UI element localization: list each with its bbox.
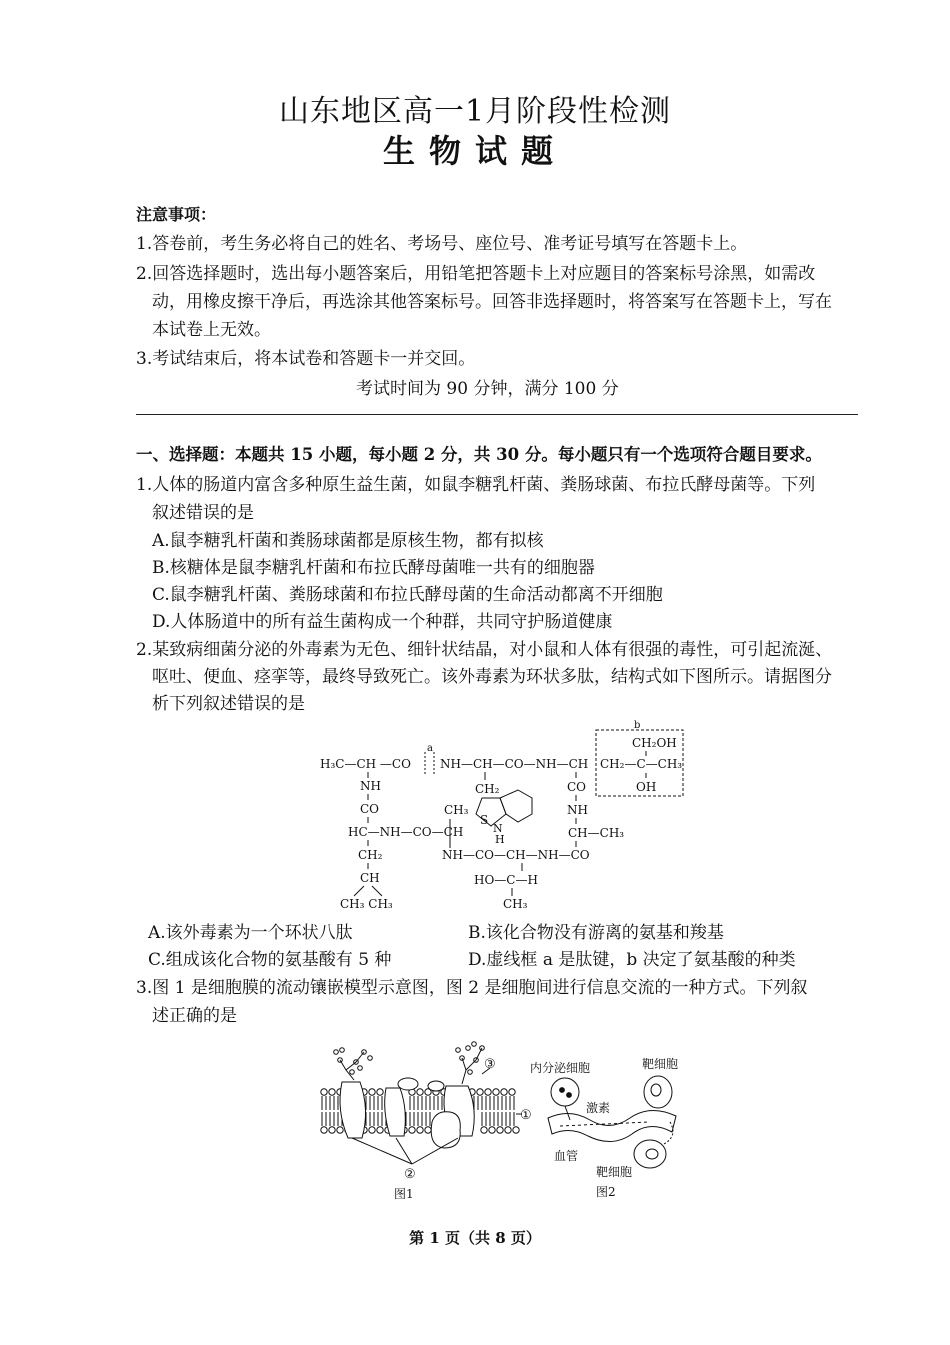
page-number: 第 1 页（共 8 页） <box>409 1229 541 1247</box>
fig2-vessel-label: 血管 <box>554 1149 579 1163</box>
label-a: a <box>427 743 433 754</box>
exam-time-info: 考试时间为 90 分钟，满分 100 分 <box>356 379 619 399</box>
notice-line-5: 3.考试结束后，将本试卷和答题卡一并交回。 <box>136 349 476 369</box>
q2-stem-2: 呕吐、便血、痉挛等，最终导致死亡。该外毒素为环状多肽，结构式如下图所示。请据图分 <box>152 667 832 687</box>
struct-bottom-row: NH—CO—CH—NH—CO <box>442 848 590 862</box>
fig2-target-top-label: 靶细胞 <box>642 1057 679 1071</box>
struct-box-top: CH₂OH <box>632 736 677 750</box>
struct-co-right: CO <box>567 780 587 794</box>
q1-stem-1: 1.人体的肠道内富含多种原生益生菌，如鼠李糖乳杆菌、粪肠球菌、布拉氏酵母菌等。下列 <box>136 475 816 495</box>
struct-ch3-pair: CH₃ CH₃ <box>340 897 393 911</box>
struct-n-label: N <box>493 822 503 835</box>
target-cell-bottom <box>634 1140 666 1168</box>
peripheral-protein <box>431 1112 460 1148</box>
struct-ch2-mid: CH₂ <box>475 782 500 796</box>
fig2-endocrine-label: 内分泌细胞 <box>530 1061 591 1075</box>
q2-stem-3: 析下列叙述错误的是 <box>152 694 305 714</box>
glycocalyx-right <box>456 1042 485 1084</box>
q1-stem-2: 叙述错误的是 <box>152 503 254 523</box>
transmembrane-protein-2 <box>385 1088 406 1136</box>
struct-ch-left: CH <box>360 871 380 885</box>
notice-line-3: 动，用橡皮擦干净后，再选涂其他答案标号。回答非选择题时，将答案写在答题卡上，写在 <box>152 292 832 312</box>
struct-h-label: H <box>495 833 505 846</box>
struct-s-label: S <box>480 813 489 827</box>
notice-line-1: 1.答卷前，考生务必将自己的姓名、考场号、座位号、准考证号填写在答题卡上。 <box>136 234 748 254</box>
struct-hc-row: HC—NH—CO—CH <box>348 825 464 839</box>
figure2-signaling <box>530 1056 700 1206</box>
struct-nh-right: NH <box>567 803 588 817</box>
q2-option-d: D.虚线框 a 是肽键，b 决定了氨基酸的种类 <box>468 950 796 970</box>
q1-option-d: D.人体肠道中的所有益生菌构成一个种群，共同守护肠道健康 <box>152 612 613 632</box>
q2-option-b: B.该化合物没有游离的氨基和羧基 <box>468 923 724 943</box>
q3-stem-2: 述正确的是 <box>152 1006 237 1026</box>
struct-box-content: CH₂—C—CH₃ <box>600 757 683 771</box>
struct-nh-left: NH <box>360 779 381 793</box>
fig2-target-bottom-label: 靶细胞 <box>596 1165 633 1179</box>
struct-row1b: NH—CH—CO—NH—CH <box>440 757 589 771</box>
fig1-label-3: ③ <box>484 1057 496 1072</box>
q2-option-a: A.该外毒素为一个环状八肽 <box>148 923 353 943</box>
peptide-structure-diagram <box>310 716 700 916</box>
notice-heading: 注意事项： <box>136 205 217 224</box>
notice-line-4: 本试卷上无效。 <box>152 320 271 340</box>
struct-ho-row: HO—C—H <box>474 873 538 887</box>
target-cell-top <box>644 1076 672 1108</box>
fig1-label-2: ② <box>404 1167 416 1182</box>
section-heading: 一、选择题：本题共 15 小题，每小题 2 分，共 30 分。每小题只有一个选项符合题目要求。 <box>136 445 822 464</box>
transmembrane-protein-1 <box>340 1082 366 1138</box>
fig2-caption: 图2 <box>596 1185 616 1199</box>
notice-line-2: 2.回答选择题时，选出每小题答案后，用铅笔把答题卡上对应题目的答案标号涂黑，如需改 <box>136 264 816 284</box>
figure1-membrane <box>312 1040 542 1200</box>
q2-option-c: C.组成该化合物的氨基酸有 5 种 <box>148 950 392 970</box>
glycocalyx-left <box>334 1048 373 1080</box>
endocrine-cell <box>551 1078 579 1106</box>
struct-ch2-left: CH₂ <box>358 848 383 862</box>
exam-title: 山东地区高一1月阶段性检测 <box>278 94 672 129</box>
subject-title: 生物试题 <box>382 132 567 170</box>
q2-stem-1: 2.某致病细菌分泌的外毒素为无色、细针状结晶，对小鼠和人体有很强的毒性，可引起流涎、 <box>136 640 833 660</box>
struct-ch3-bottom: CH₃ <box>503 897 528 911</box>
label-b: b <box>634 720 641 731</box>
q1-option-c: C.鼠李糖乳杆菌、粪肠球菌和布拉氏酵母菌的生命活动都离不开细胞 <box>152 585 663 605</box>
q1-option-b: B.核糖体是鼠李糖乳杆菌和布拉氏酵母菌唯一共有的细胞器 <box>152 558 595 578</box>
fig1-label-1: ① <box>520 1108 532 1123</box>
q1-option-a: A.鼠李糖乳杆菌和粪肠球菌都是原核生物，都有拟核 <box>152 531 544 551</box>
struct-ch-ch3-right: CH—CH₃ <box>568 826 625 840</box>
q3-stem-1: 3.图 1 是细胞膜的流动镶嵌模型示意图，图 2 是细胞间进行信息交流的一种方式。下列叙 <box>136 978 808 998</box>
fig2-hormone-label: 激素 <box>586 1101 611 1115</box>
struct-row1: H₃C—CH —CO <box>320 757 411 771</box>
struct-ch3-mid: CH₃ <box>444 803 469 817</box>
struct-box-bottom: OH <box>636 780 657 794</box>
fig1-caption: 图1 <box>394 1187 414 1200</box>
struct-co-left: CO <box>360 802 380 816</box>
divider-line <box>136 414 858 415</box>
